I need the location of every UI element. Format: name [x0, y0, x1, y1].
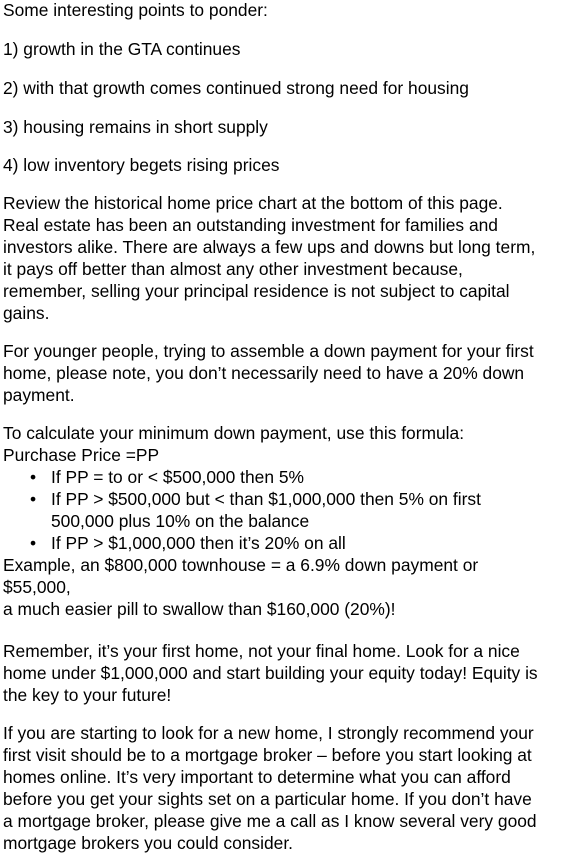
list-item	[3, 466, 481, 488]
younger-paragraph	[3, 340, 534, 406]
formula-definition: Purchase Price =PP	[3, 445, 160, 465]
paragraph-line: Remember, it’s your first home, not your final home. Look for a nice	[3, 641, 520, 661]
list-item	[3, 488, 481, 532]
rule-text: If PP > $500,000 but < than $1,000,000 then 5% on first	[51, 489, 481, 509]
paragraph-line: the key to your future!	[3, 685, 172, 705]
rule-text: If PP = to or < $500,000 then 5%	[51, 467, 304, 487]
formula-intro: To calculate your minimum down payment, use this formula:	[3, 423, 465, 443]
example-line: Example, an $800,000 townhouse = a 6.9% down payment or	[3, 555, 479, 575]
review-paragraph	[3, 192, 535, 324]
formula-rules	[3, 466, 481, 554]
paragraph-line: home, please note, you don’t necessarily need to have a 20% down	[3, 363, 525, 383]
paragraph-line: mortgage brokers you could consider.	[3, 833, 294, 853]
paragraph-line: a mortgage broker, please give me a call as I know several very good	[3, 811, 537, 831]
paragraph-line: payment.	[3, 385, 75, 405]
rule-text: If PP > $1,000,000 then it’s 20% on all	[51, 533, 346, 553]
paragraph-line: Review the historical home price chart at the bottom of this page.	[3, 193, 503, 213]
paragraph-line: homes online. It’s very important to determine what you can afford	[3, 767, 511, 787]
formula-section	[3, 422, 481, 620]
paragraph-line: remember, selling your principal residence is not subject to capital	[3, 281, 510, 301]
broker-paragraph	[3, 722, 537, 854]
remember-paragraph	[3, 640, 538, 706]
bullet-icon: •	[30, 467, 37, 487]
intro-heading: Some interesting points to ponder:	[3, 0, 268, 20]
paragraph-line: it pays off better than almost any other investment because,	[3, 259, 463, 279]
paragraph-line: investors alike. There are always a few ups and downs but long term,	[3, 237, 536, 257]
paragraph-line: Real estate has been an outstanding investment for families and	[3, 215, 498, 235]
point-2: 2) with that growth comes continued strong need for housing	[3, 78, 469, 98]
paragraph-line: before you get your sights set on a particular home. If you don’t have	[3, 789, 532, 809]
paragraph-line: For younger people, trying to assemble a down payment for your first	[3, 341, 534, 361]
list-item	[3, 532, 481, 554]
paragraph-line: gains.	[3, 303, 50, 323]
point-4: 4) low inventory begets rising prices	[3, 155, 280, 175]
example-line: $55,000,	[3, 577, 71, 597]
paragraph-line: first visit should be to a mortgage broker – before you start looking at	[3, 745, 532, 765]
example-line: a much easier pill to swallow than $160,000 (20%)!	[3, 599, 396, 619]
rule-text: 500,000 plus 10% on the balance	[51, 511, 310, 531]
paragraph-line: If you are starting to look for a new home, I strongly recommend your	[3, 723, 534, 743]
bullet-icon: •	[30, 533, 37, 553]
paragraph-line: home under $1,000,000 and start building your equity today! Equity is	[3, 663, 538, 683]
point-1: 1) growth in the GTA continues	[3, 39, 241, 59]
point-3: 3) housing remains in short supply	[3, 117, 268, 137]
bullet-icon: •	[30, 489, 37, 509]
